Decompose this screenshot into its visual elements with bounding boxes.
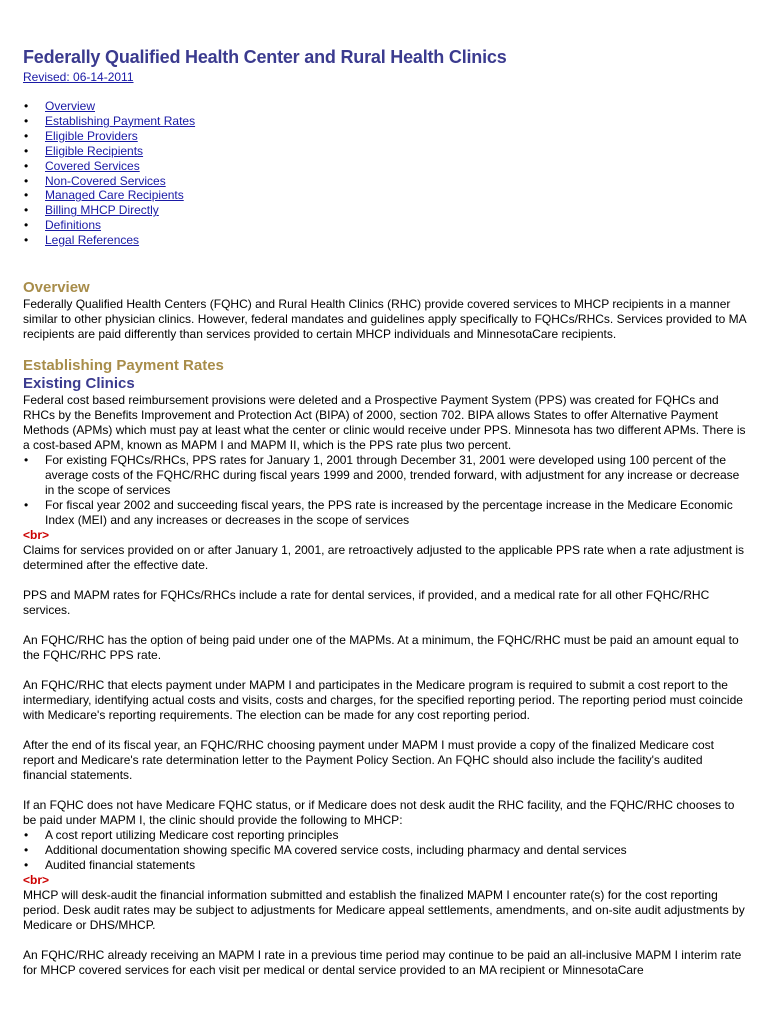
paragraph-cost-report: An FQHC/RHC that elects payment under MAPM I and participates in the Medicare program is required to submit a cost report to the intermediary, identifying actual costs and visits, costs and charges, for the specified reporting period. The reporting period must coincide with Medicare's reporting requirements. The election can be made for any cost reporting period. [23,678,743,723]
paragraph-interim-rate: An FQHC/RHC already receiving an MAPM I rate in a previous time period may continue to be paid an all-inclusive MAPM I interim rate for MHCP covered services for each visit per medical or dental service provided to an MA recipient or MinnesotaCare [23,948,742,978]
toc-item [23,144,747,159]
toc-item [23,218,747,233]
br-tag-text: <br> [23,873,50,888]
existing-clinics-heading: Existing Clinics [23,375,135,393]
toc-item [23,159,747,174]
toc-link-eligible-recipients[interactable]: Eligible Recipients [45,143,144,158]
toc-item [23,203,747,218]
paragraph-desk-audit: MHCP will desk-audit the financial information submitted and establish the finalized MAPM I encounter rate(s) for the cost reporting period. Desk audit rates may be subject to adjustments for Medicare appeal settlements, amendments, and on-site audit adjustments by Medicare or DHS/MHCP. [23,888,745,933]
list-item: • For existing FQHCs/RHCs, PPS rates for January 1, 2001 through December 31, 2001 were developed using 100 percent of the average costs of the FQHC/RHC during fiscal years 1999 and 2000, trended forward, with adjustment for any increase or decrease in the scope of services [23,453,747,498]
list-item: • Additional documentation showing specific MA covered service costs, including pharmacy and dental services [23,843,747,858]
paragraph-mapm-option: An FQHC/RHC has the option of being paid under one of the MAPMs. At a minimum, the FQHC/RHC must be paid an amount equal to the FQHC/RHC PPS rate. [23,633,739,663]
br-tag-text: <br> [23,528,50,543]
toc-link-overview[interactable]: Overview [45,99,96,113]
toc-item [23,188,747,203]
list-item: • Audited financial statements [23,858,747,873]
toc-link-managed-care-recipients[interactable]: Managed Care Recipients [45,188,184,203]
payment-intro: Federal cost based reimbursement provisions were deleted and a Prospective Payment System (PPS) was created for FQHCs and RHCs by the Benefits Improvement and Protection Act (BIPA) of 2000, section 702. BIPA allows States to offer Alternative Payment Methods (APMs) which must pay at least what the center or clinic would receive under PPS. Minnesota has two different APMs. There is a cost-based APM, known as MAPM I and MAPM II, which is the PPS rate plus two percent. [23,393,746,453]
toc-item [23,129,747,144]
paragraph-no-medicare-status: If an FQHC does not have Medicare FQHC status, or if Medicare does not desk audit the RHC facility, and the FQHC/RHC chooses to be paid under MAPM I, the clinic should provide the following to MHCP: [23,798,735,828]
overview-text: Federally Qualified Health Centers (FQHC) and Rural Health Clinics (RHC) provide covered services to MHCP recipients in a manner similar to other physician clinics. However, federal mandates and guidelines apply specifically to FQHCs/RHCs. Services provided to MA recipients are paid differently than services provided to certain MHCP individuals and MinnesotaCare recipients. [23,297,746,342]
list-item: • A cost report utilizing Medicare cost reporting principles [23,828,747,843]
list-item: • For fiscal year 2002 and succeeding fiscal years, the PPS rate is increased by the percentage increase in the Medicare Economic Index (MEI) and any increases or decreases in the scope of services [23,498,747,528]
toc-link-definitions[interactable]: Definitions [45,218,102,233]
page-title: Federally Qualified Health Center and Rural Health Clinics [23,47,507,67]
toc-item [23,99,747,114]
toc-link-covered-services[interactable]: Covered Services [45,158,140,173]
table-of-contents [23,99,747,248]
revised-date-link[interactable]: Revised: 06-14-2011 [23,70,134,84]
paragraph-dental-rates: PPS and MAPM rates for FQHCs/RHCs include a rate for dental services, if provided, and a medical rate for all other FQHC/RHC services. [23,588,710,618]
toc-link-billing-mhcp-directly[interactable]: Billing MHCP Directly [45,203,159,218]
toc-link-establishing-payment-rates[interactable]: Establishing Payment Rates [45,113,196,128]
toc-link-legal-references[interactable]: Legal References [45,233,140,248]
payment-rates-heading: Establishing Payment Rates [23,357,224,375]
overview-heading: Overview [23,279,90,297]
toc-item [23,174,747,189]
toc-link-eligible-providers[interactable]: Eligible Providers [45,128,138,143]
pps-bullet-list [23,453,747,528]
toc-item [23,114,747,129]
requirements-bullet-list [23,828,747,873]
toc-item [23,233,747,248]
toc-link-non-covered-services[interactable]: Non-Covered Services [45,173,166,188]
paragraph-claims: Claims for services provided on or after January 1, 2001, are retroactively adjusted to the applicable PPS rate when a rate adjustment is determined after the effective date. [23,543,745,573]
paragraph-fiscal-year: After the end of its fiscal year, an FQHC/RHC choosing payment under MAPM I must provide a copy of the finalized Medicare cost report and Medicare's rate determination letter to the Payment Policy Section. An FQHC should also include the facility's audited financial statements. [23,738,714,783]
